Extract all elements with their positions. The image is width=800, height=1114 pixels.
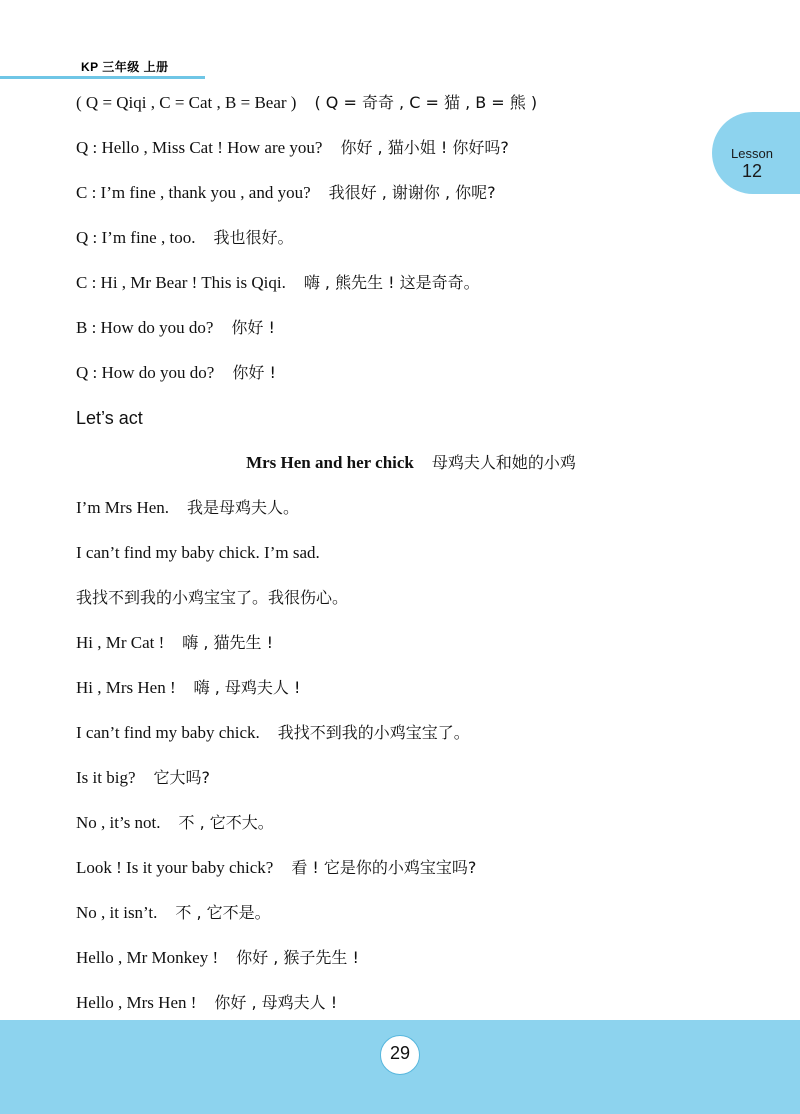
story-line (76, 767, 716, 812)
story-line (76, 542, 716, 587)
story-line (76, 857, 716, 902)
chinese-text: 我也很好。 (213, 228, 294, 247)
dialogue-line (76, 182, 716, 227)
story-line (76, 722, 716, 767)
story-title (76, 452, 716, 497)
english-text: I’m Mrs Hen. (76, 498, 170, 517)
english-text: ( Q = Qiqi , C = Cat , B = Bear ) (76, 93, 297, 112)
chinese-text: ( Q = 奇奇 , C = 猫 , B = 熊 ) (314, 93, 538, 112)
chinese-text: 你好 ! (232, 363, 276, 382)
chinese-text: 你好 ! (231, 318, 275, 337)
section-heading: Let’s act (76, 408, 143, 428)
english-text: I can’t find my baby chick. (76, 723, 260, 742)
chinese-text: 你好 , 猫小姐 ! 你好吗? (340, 138, 509, 157)
dialogue-line (76, 227, 716, 272)
english-text: Q : I’m fine , too. (76, 228, 196, 247)
chinese-text: 我找不到我的小鸡宝宝了。 (277, 723, 470, 742)
chinese-text: 嗨 , 母鸡夫人 ! (193, 678, 301, 697)
chinese-text: 我找不到我的小鸡宝宝了。我很伤心。 (76, 588, 349, 607)
chinese-text: 我是母鸡夫人。 (187, 498, 300, 517)
story-title-chinese: 母鸡夫人和她的小鸡 (431, 453, 576, 472)
story-line (76, 632, 716, 677)
lesson-number: 12 (741, 161, 763, 181)
story-line (76, 677, 716, 722)
chinese-text: 我很好 , 谢谢你 , 你呢? (328, 183, 496, 202)
dialogue-line (76, 362, 716, 407)
chinese-text: 嗨 , 猫先生 ! (182, 633, 274, 652)
english-text: C : I’m fine , thank you , and you? (76, 183, 311, 202)
story-line (76, 812, 716, 857)
dialogue-line (76, 92, 716, 137)
english-text: B : How do you do? (76, 318, 214, 337)
story-line (76, 497, 716, 542)
book-label: KP 三年级 上册 (81, 60, 169, 74)
dialogue-line (76, 317, 716, 362)
english-text: Hi , Mr Cat ! (76, 633, 165, 652)
chinese-text: 不 , 它不是。 (175, 903, 271, 922)
english-text: Look ! Is it your baby chick? (76, 858, 274, 877)
running-header (0, 58, 210, 80)
story-line (76, 587, 716, 632)
chinese-text: 你好 , 母鸡夫人 ! (214, 993, 338, 1012)
page-content (76, 92, 716, 1037)
chinese-text: 看 ! 它是你的小鸡宝宝吗? (291, 858, 477, 877)
story-line (76, 947, 716, 992)
story-title-english: Mrs Hen and her chick (246, 453, 414, 472)
english-text: No , it isn’t. (76, 903, 158, 922)
chinese-text: 你好 , 猴子先生 ! (236, 948, 359, 967)
english-text: Q : Hello , Miss Cat ! How are you? (76, 138, 323, 157)
english-text: I can’t find my baby chick. I’m sad. (76, 543, 320, 562)
english-text: C : Hi , Mr Bear ! This is Qiqi. (76, 273, 286, 292)
english-text: Hello , Mrs Hen ! (76, 993, 197, 1012)
dialogue-line (76, 137, 716, 182)
dialogue-line (76, 272, 716, 317)
english-text: Hello , Mr Monkey ! (76, 948, 219, 967)
header-rule (0, 76, 205, 79)
lesson-word: Lesson (731, 146, 773, 161)
story-line (76, 902, 716, 947)
chinese-text: 不 , 它不大。 (178, 813, 274, 832)
english-text: Hi , Mrs Hen ! (76, 678, 176, 697)
english-text: Q : How do you do? (76, 363, 215, 382)
chinese-text: 嗨 , 熊先生 ! 这是奇奇。 (303, 273, 480, 292)
chinese-text: 它大吗? (153, 768, 210, 787)
page-number: 29 (389, 1043, 411, 1063)
english-text: Is it big? (76, 768, 136, 787)
english-text: No , it’s not. (76, 813, 161, 832)
